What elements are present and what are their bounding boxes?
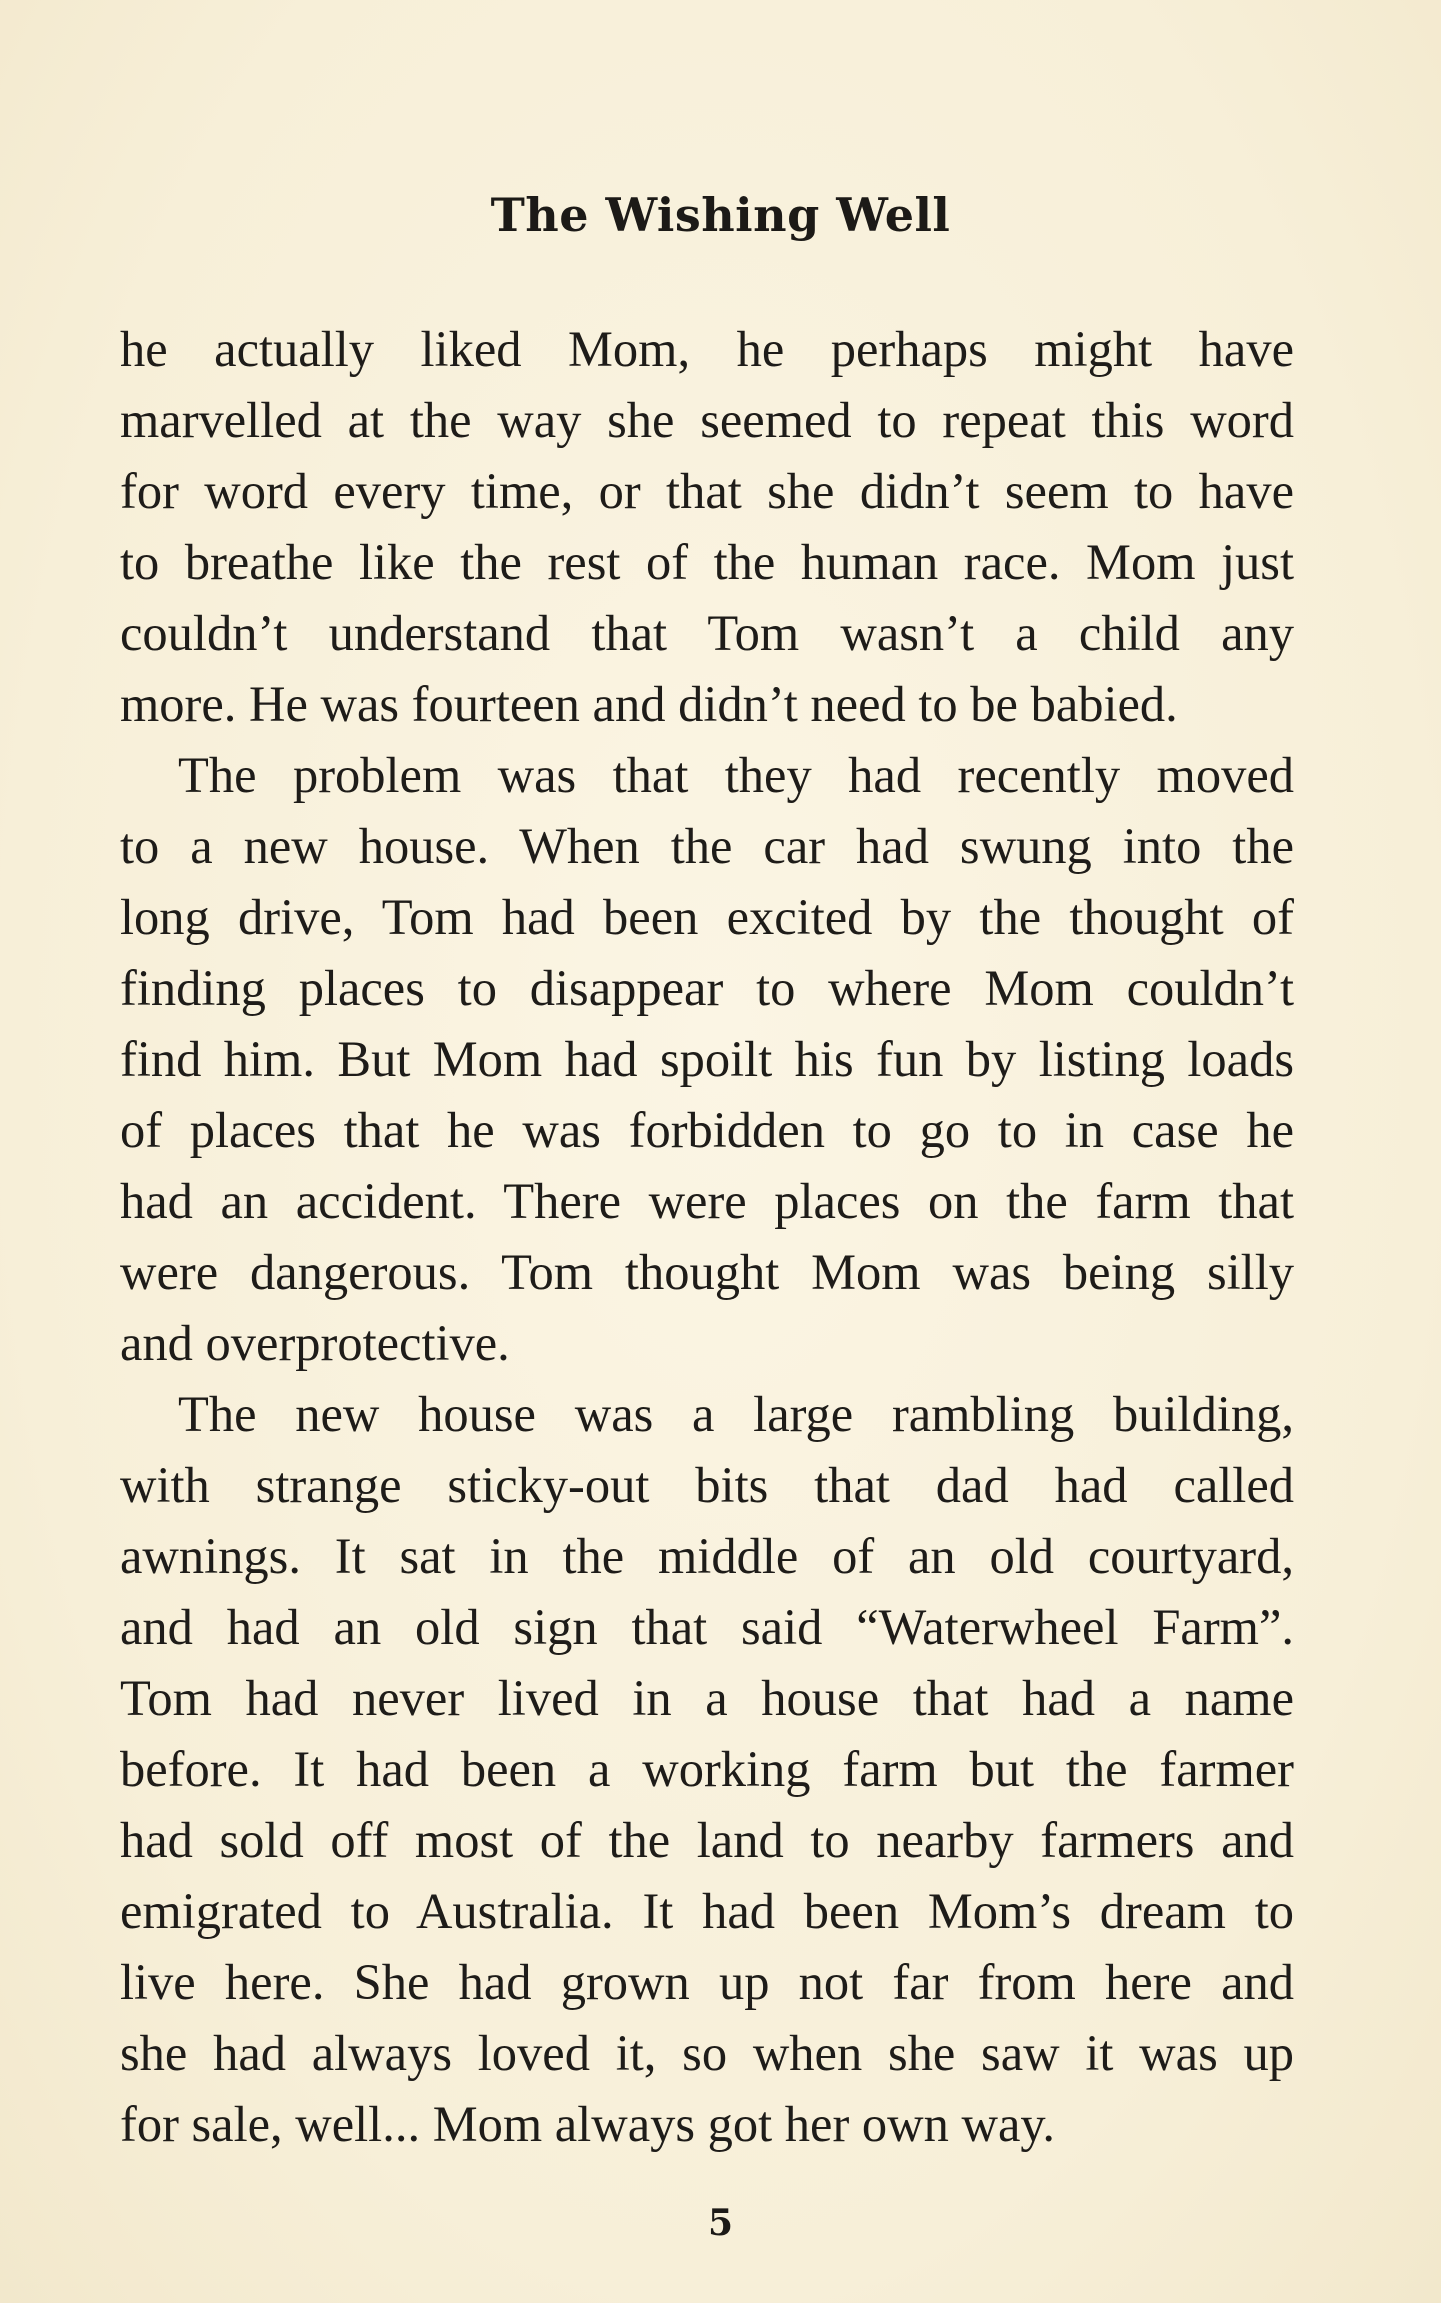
text-line: The problem was that they had recently moved: [178, 747, 1294, 803]
text-line: Tom had never lived in a house that had a name: [120, 1670, 1294, 1726]
page-number: 5: [707, 2202, 734, 2244]
text-line: for sale, well... Mom always got her own way.: [120, 2096, 1055, 2152]
text-line: to a new house. When the car had swung into the: [120, 818, 1294, 874]
body-text: [120, 314, 1294, 2160]
text-line: live here. She had grown up not far from here and: [120, 1954, 1294, 2010]
text-line: emigrated to Australia. It had been Mom’s dream to: [120, 1883, 1294, 1939]
text-line: for word every time, or that she didn’t seem to have: [120, 463, 1294, 519]
text-line: to breathe like the rest of the human race. Mom just: [120, 534, 1294, 590]
text-line: couldn’t understand that Tom wasn’t a child any: [120, 605, 1294, 661]
text-line: before. It had been a working farm but the farmer: [120, 1741, 1294, 1797]
text-line: awnings. It sat in the middle of an old courtyard,: [120, 1528, 1294, 1584]
paragraph: [120, 1379, 1294, 2160]
text-line: had sold off most of the land to nearby farmers and: [120, 1812, 1294, 1868]
text-line: with strange sticky-out bits that dad had called: [120, 1457, 1294, 1513]
text-line: The new house was a large rambling building,: [178, 1386, 1294, 1442]
text-line: he actually liked Mom, he perhaps might have: [120, 321, 1294, 377]
text-line: marvelled at the way she seemed to repeat this word: [120, 392, 1294, 448]
text-line: finding places to disappear to where Mom couldn’t: [120, 960, 1294, 1016]
text-line: find him. But Mom had spoilt his fun by listing loads: [120, 1031, 1294, 1087]
text-line: were dangerous. Tom thought Mom was being silly: [120, 1244, 1294, 1300]
running-head: The Wishing Well: [490, 188, 951, 242]
paragraph: [120, 740, 1294, 1379]
text-line: of places that he was forbidden to go to in case he: [120, 1102, 1294, 1158]
paragraph: [120, 314, 1294, 740]
text-line: had an accident. There were places on the farm that: [120, 1173, 1294, 1229]
text-line: she had always loved it, so when she saw it was up: [120, 2025, 1294, 2081]
text-line: and overprotective.: [120, 1315, 510, 1371]
text-line: long drive, Tom had been excited by the thought of: [120, 889, 1294, 945]
text-line: more. He was fourteen and didn’t need to be babied.: [120, 676, 1178, 732]
text-line: and had an old sign that said “Waterwheel Farm”.: [120, 1599, 1294, 1655]
